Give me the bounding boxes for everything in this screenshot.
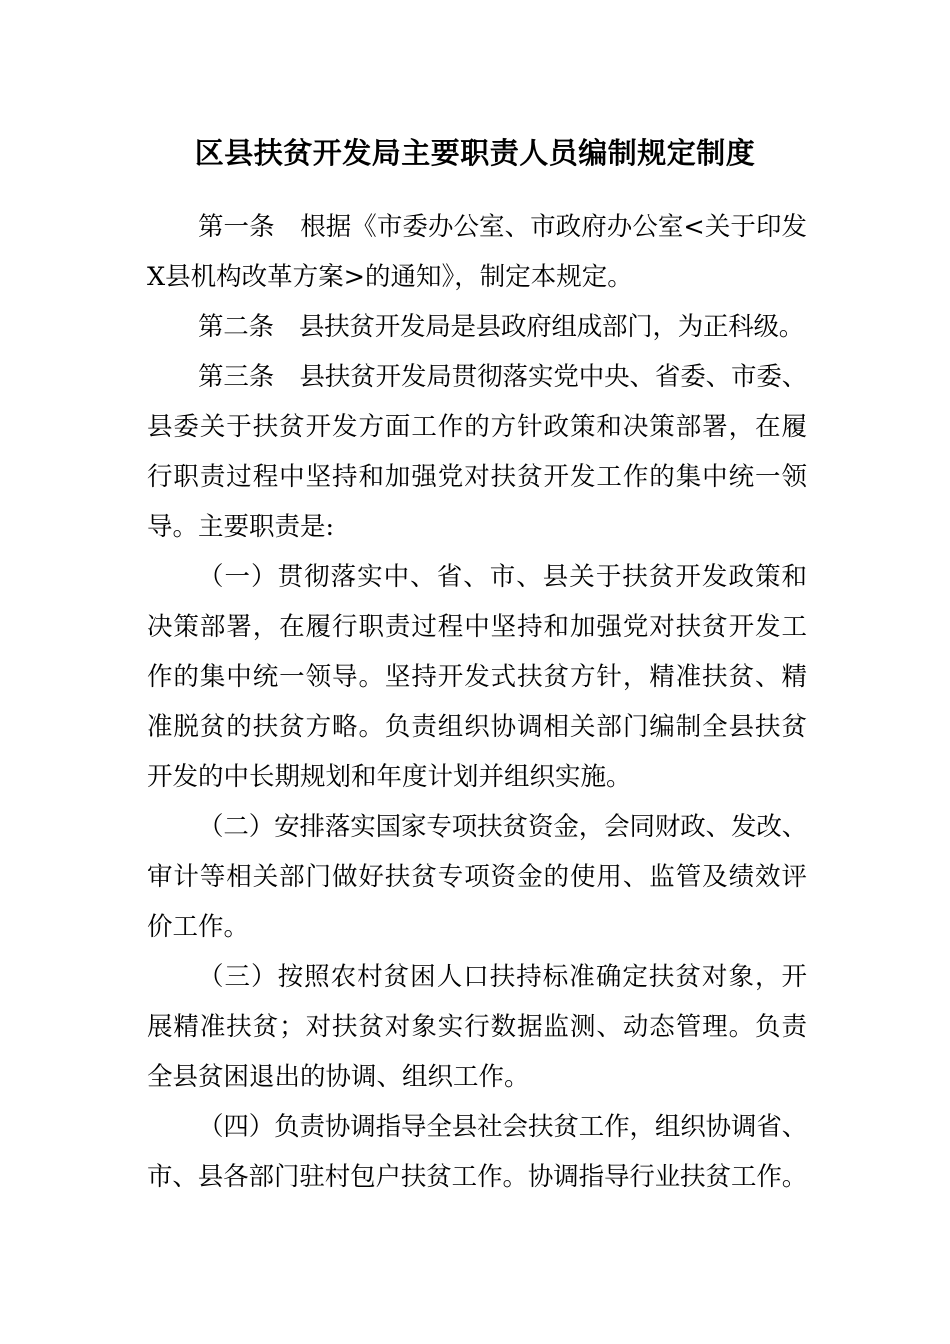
text-line: 县委关于扶贫开发方面工作的方针政策和决策部署，在履 [147, 412, 807, 442]
document-body [147, 202, 807, 1202]
text-line: 展精准扶贫；对扶贫对象实行数据监测、动态管理。负责 [147, 1012, 807, 1042]
text-line: 开发的中长期规划和年度计划并组织实施。 [147, 762, 632, 792]
text-line: 第二条 县扶贫开发局是县政府组成部门，为正科级。 [198, 312, 805, 342]
document-title: 区县扶贫开发局主要职责人员编制规定制度 [194, 136, 756, 170]
text-line: 审计等相关部门做好扶贫专项资金的使用、监管及绩效评 [147, 862, 807, 892]
text-line: 全县贫困退出的协调、组织工作。 [147, 1062, 530, 1092]
text-line: （二）安排落实国家专项扶贫资金，会同财政、发改、 [198, 812, 807, 842]
text-line: 第三条 县扶贫开发局贯彻落实党中央、省委、市委、 [198, 362, 807, 392]
text-line: 准脱贫的扶贫方略。负责组织协调相关部门编制全县扶贫 [147, 712, 807, 742]
text-line: X县机构改革方案>的通知》，制定本规定。 [147, 262, 633, 292]
text-line: 导。主要职责是: [147, 512, 335, 542]
text-line: 市、县各部门驻村包户扶贫工作。协调指导行业扶贫工作。 [147, 1162, 807, 1192]
text-line: 行职责过程中坚持和加强党对扶贫开发工作的集中统一领 [147, 462, 807, 492]
text-line: 作的集中统一领导。坚持开发式扶贫方针，精准扶贫、精 [147, 662, 807, 692]
text-line: 决策部署，在履行职责过程中坚持和加强党对扶贫开发工 [147, 612, 807, 642]
text-line: 价工作。 [147, 912, 250, 942]
text-line: （一）贯彻落实中、省、市、县关于扶贫开发政策和 [198, 562, 807, 592]
text-line: 第一条 根据《市委办公室、市政府办公室<关于印发 [198, 212, 807, 242]
text-line: （四）负责协调指导全县社会扶贫工作，组织协调省、 [198, 1112, 807, 1142]
text-line: （三）按照农村贫困人口扶持标准确定扶贫对象，开 [198, 962, 807, 992]
